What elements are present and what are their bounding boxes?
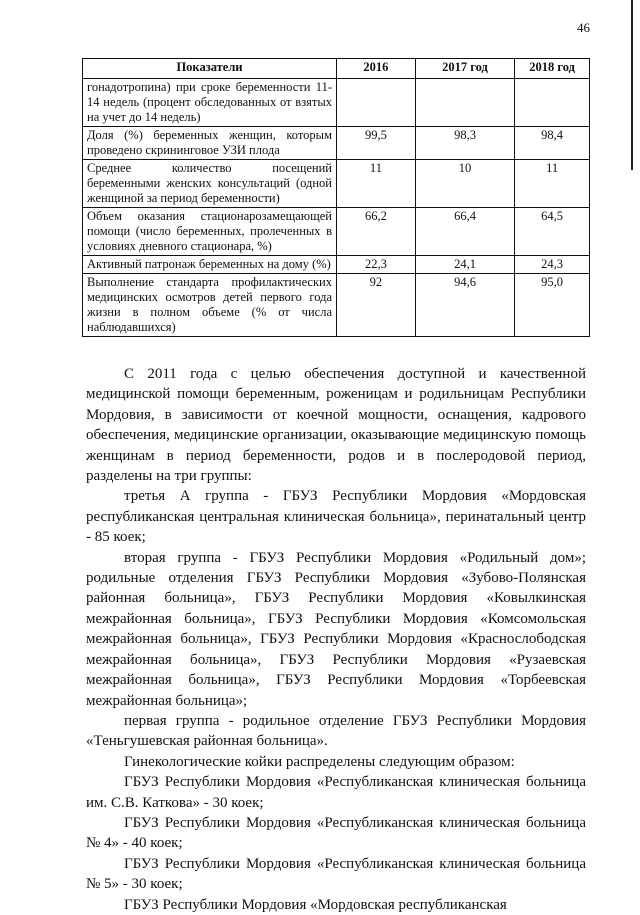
cell-2018: 11: [515, 160, 590, 208]
table-header-row: [83, 59, 590, 79]
row-label: Активный патронаж беременных на дому (%): [83, 256, 337, 274]
paragraph-group-3a: третья А группа - ГБУЗ Республики Мордовия «Мордовская республиканская центральная клиническая больница», перинатальный центр - 85 коек;: [86, 488, 586, 546]
paragraph-intro: С 2011 года с целью обеспечения доступной и качественной медицинской помощи беременным, роженицам и родильницам Республики Мордовия, в зависимости от коечной мощности, оснащения, кадрового обеспечения, медицинские организации, оказывающие медицинскую помощь женщинам в период беременности, родов и в послеродовой период, разделены на три группы:: [86, 366, 586, 485]
cell-2017: 10: [415, 160, 514, 208]
table-row: [83, 79, 590, 127]
cell-2016: 99,5: [337, 127, 416, 160]
table-row: [83, 160, 590, 208]
table-row: [83, 208, 590, 256]
table-row: [83, 127, 590, 160]
cell-2017: 24,1: [415, 256, 514, 274]
cell-2016: 66,2: [337, 208, 416, 256]
paragraph-gyn-rkb5: ГБУЗ Республики Мордовия «Республиканская клиническая больница № 5» - 30 коек;: [86, 855, 586, 893]
paragraph-gyn-rkb4: ГБУЗ Республики Мордовия «Республиканская клиническая больница № 4» - 40 коек;: [86, 814, 586, 852]
cell-2016: 11: [337, 160, 416, 208]
header-indicators: Показатели: [83, 59, 337, 79]
page-edge-rule: [631, 0, 633, 170]
cell-2018: 95,0: [515, 274, 590, 337]
indicators-table: [82, 58, 590, 337]
cell-2016: 22,3: [337, 256, 416, 274]
paragraph-group-1: первая группа - родильное отделение ГБУЗ Республики Мордовия «Теньгушевская районная больница».: [86, 712, 586, 750]
table-row: [83, 274, 590, 337]
header-2018: 2018 год: [515, 59, 590, 79]
page-number: 46: [577, 20, 590, 35]
body-text: [86, 364, 586, 915]
paragraph-group-2: вторая группа - ГБУЗ Республики Мордовия «Родильный дом»; родильные отделения ГБУЗ Республики Мордовия «Зубово-Полянская районная больница», ГБУЗ Республики Мордовия «Ковылкинская межрайонная больница», ГБУЗ Республики Мордовия «Комсомольская межрайонная больница», ГБУЗ Республики Мордовия «Краснослободская межрайонная больница», ГБУЗ Республики Мордовия «Рузаевская межрайонная больница», ГБУЗ Республики Мордовия «Торбеевская межрайонная больница»;: [86, 549, 586, 709]
cell-2018: 98,4: [515, 127, 590, 160]
paragraph-gyn-katkov: ГБУЗ Республики Мордовия «Республиканская клиническая больница им. С.В. Каткова» - 30 коек;: [86, 774, 586, 811]
cell-2018: [515, 79, 590, 127]
row-label: Объем оказания стационарозамещающей помощи (число беременных, пролеченных в условиях дневного стационара, %): [83, 208, 337, 256]
paragraph-gyn-mrtskb: ГБУЗ Республики Мордовия «Мордовская республиканская: [124, 896, 507, 913]
cell-2018: 24,3: [515, 256, 590, 274]
cell-2017: 94,6: [415, 274, 514, 337]
row-label: Среднее количество посещений беременными женских консультаций (одной женщиной за период беременности): [83, 160, 337, 208]
row-label: Выполнение стандарта профилактических медицинских осмотров детей первого года жизни в полном объеме (% от числа наблюдавшихся): [83, 274, 337, 337]
cell-2016: [337, 79, 416, 127]
cell-2018: 64,5: [515, 208, 590, 256]
header-2016: 2016: [337, 59, 416, 79]
cell-2016: 92: [337, 274, 416, 337]
row-label: гонадотропина) при сроке беременности 11-14 недель (процент обследованных от взятых на учет до 14 недель): [83, 79, 337, 127]
header-2017: 2017 год: [415, 59, 514, 79]
table-row: [83, 256, 590, 274]
row-label: Доля (%) беременных женщин, которым проведено скрининговое УЗИ плода: [83, 127, 337, 160]
paragraph-gyn-beds-heading: Гинекологические койки распределены следующим образом:: [124, 753, 515, 770]
cell-2017: 98,3: [415, 127, 514, 160]
cell-2017: 66,4: [415, 208, 514, 256]
cell-2017: [415, 79, 514, 127]
